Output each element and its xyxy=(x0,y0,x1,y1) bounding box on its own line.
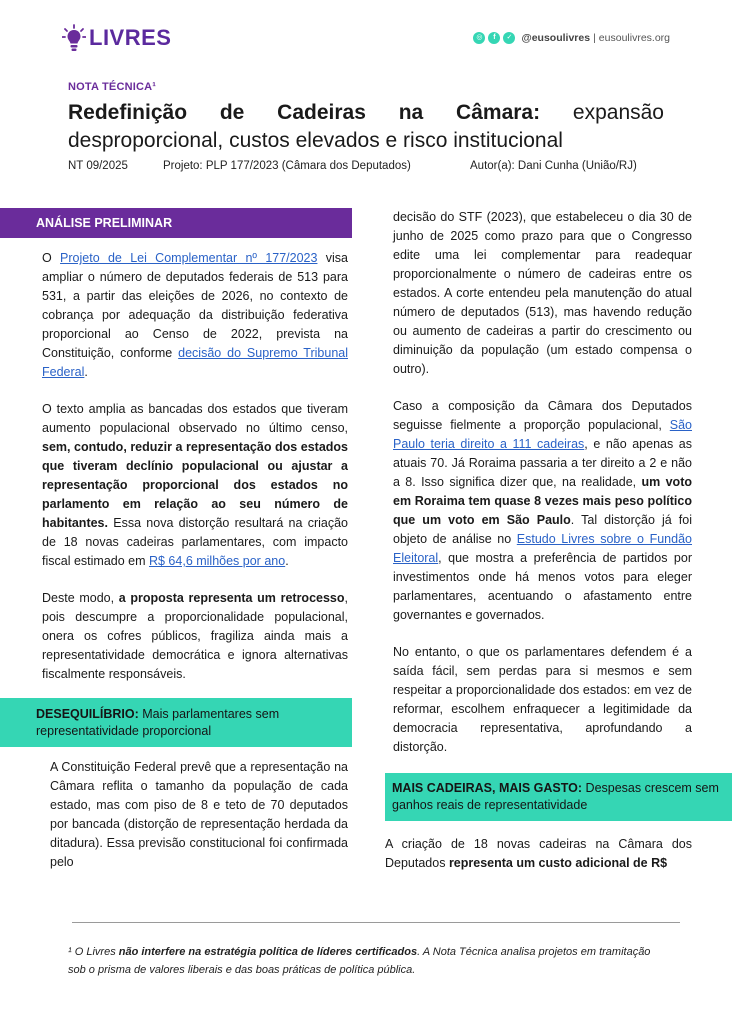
stf-decision-link[interactable]: decisão do Supremo Tribunal Federal xyxy=(42,346,349,379)
text: , e não apenas as atuais 70. Já Roraima passaria a ter direito a 2 e não a 8. Isso significa dizer que, na realidade, xyxy=(393,437,692,489)
bold-text: representa um custo adicional de R$ xyxy=(448,856,668,870)
section-heading-mais-gasto xyxy=(385,773,732,821)
paragraph xyxy=(42,400,348,571)
text: visa ampliar o número de deputados federais de 513 para 531, a partir das eleições de 2026, no contexto de cobrança por adequação da distribuição federativa proporcional ao Censo de 2022, prevista na Constituição, conforme xyxy=(42,251,348,360)
paragraph xyxy=(42,249,348,382)
paragraph: A Constituição Federal prevê que a representação na Câmara reflita o tamanho da população de cada estado, mas com piso de 8 e teto de 70 deputados por bancada (distorção de representação herdada da ditadura). Essa previsão constitucional foi confirmada pelo xyxy=(50,760,348,869)
text: O xyxy=(42,251,61,265)
bold-text: a proposta representa um retrocesso xyxy=(118,591,345,605)
left-column xyxy=(0,208,352,872)
page-header xyxy=(62,24,670,56)
title-rest: expansão desproporcional, custos elevados e risco institucional xyxy=(68,101,664,152)
website-link[interactable]: eusoulivres.org xyxy=(598,32,670,44)
footnote-divider xyxy=(72,922,680,923)
twitter-icon[interactable]: ✓ xyxy=(503,32,515,44)
social-links xyxy=(473,32,670,44)
instagram-icon[interactable]: ◎ xyxy=(473,32,485,44)
text: . xyxy=(285,554,289,568)
footnote-mark: ¹ xyxy=(68,946,75,958)
text: , que mostra a preferência de partidos por investimentos onde há menos votos para eleger parlamentares, acentuando o afastamento entre governantes e governados. xyxy=(393,551,692,622)
heading-bold: MAIS CADEIRAS, MAIS GASTO: xyxy=(392,781,583,795)
paragraph: No entanto, o que os parlamentares defendem é a saída fácil, sem perdas para si mesmos e sem respeitar a proporcionalidade dos estados: em vez de reformar, escolhem enfraquecer a legitimidade da democracia representativa, aprofundando a distorção. xyxy=(393,645,692,754)
paragraph xyxy=(42,589,348,684)
livres-logo[interactable] xyxy=(62,24,171,52)
text: O Livres xyxy=(74,946,119,958)
paragraph: decisão do STF (2023), que estabeleceu o dia 30 de junho de 2025 como prazo para que o Congresso edite uma lei complementar para readequar proporcionalmente o número de cadeiras entre os estados. A corte entendeu pela manutenção do atual número de deputados (513), mas havendo redução ou aumento de cadeiras a partir do crescimento ou diminuição da população (um estado compensa o outro). xyxy=(393,210,692,376)
right-column xyxy=(385,208,732,873)
text: . A Nota Técnica analisa projetos em tramitação sob o prisma de valores liberais e das boas práticas de política pública. xyxy=(68,946,651,976)
lightbulb-icon xyxy=(62,24,86,52)
social-handle[interactable]: @eusoulivres xyxy=(521,32,591,44)
bold-text: não interfere na estratégia política de líderes certificados xyxy=(118,946,418,958)
logo-text: LIVRES xyxy=(89,25,172,50)
fiscal-impact-link[interactable]: R$ 64,6 milhões por ano xyxy=(148,554,286,568)
text: . Tal distorção já foi objeto de análise no xyxy=(393,513,692,546)
text: . xyxy=(84,365,88,379)
text: A criação de 18 novas cadeiras na Câmara dos Deputados xyxy=(385,837,692,870)
text: Caso a composição da Câmara dos Deputados seguisse fielmente a proporção populacional, xyxy=(393,399,692,432)
meta-project: Projeto: PLP 177/2023 (Câmara dos Deputados) xyxy=(163,160,411,172)
meta-author: Autor(a): Dani Cunha (União/RJ) xyxy=(470,160,637,172)
paragraph xyxy=(393,397,692,625)
plp-link[interactable]: Projeto de Lei Complementar nº 177/2023 xyxy=(60,251,318,265)
paragraph xyxy=(385,835,692,873)
meta-nt: NT 09/2025 xyxy=(68,160,128,172)
facebook-icon[interactable]: f xyxy=(488,32,500,44)
social-separator: | xyxy=(593,32,596,44)
footnote xyxy=(68,943,668,979)
text: O texto amplia as bancadas dos estados que tiveram aumento populacional observado no último censo, xyxy=(42,402,348,435)
bold-text: um voto em Roraima tem quase 8 vezes mais peso político que um voto em São Paulo xyxy=(393,475,692,527)
text: , pois descumpre a proporcionalidade populacional, onera os cofres públicos, fragiliza ainda mais a representatividade democrática e ignora alternativas fiscalmente responsáveis. xyxy=(42,591,348,681)
doc-title xyxy=(68,99,664,155)
fundao-study-link[interactable]: Estudo Livres sobre o Fundão Eleitoral xyxy=(393,532,692,565)
heading-rest: Mais parlamentares sem representatividade proporcional xyxy=(36,707,280,738)
bold-text: sem, contudo, reduzir a representação dos estados que tiveram declínio populacional ou ajustar a representação proporcional dos estados no parlamento em relação ao seu número de habitantes. xyxy=(42,440,348,530)
doc-kicker: NOTA TÉCNICA¹ xyxy=(68,81,157,93)
sao-paulo-link[interactable]: São Paulo teria direito a 111 cadeiras xyxy=(393,418,692,451)
heading-bold: DESEQUILÍBRIO: xyxy=(36,707,139,721)
text: Deste modo, xyxy=(42,591,119,605)
title-bold: Redefinição de Cadeiras na Câmara: xyxy=(68,101,541,124)
heading-rest: Despesas crescem sem ganhos reais de representatividade xyxy=(392,781,719,812)
section-heading-desequilibrio xyxy=(0,698,352,747)
section-heading-analise: ANÁLISE PRELIMINAR xyxy=(0,208,352,238)
text: Essa nova distorção resultará na criação de 18 novas cadeiras parlamentares, com impacto fiscal estimado em xyxy=(42,516,348,568)
